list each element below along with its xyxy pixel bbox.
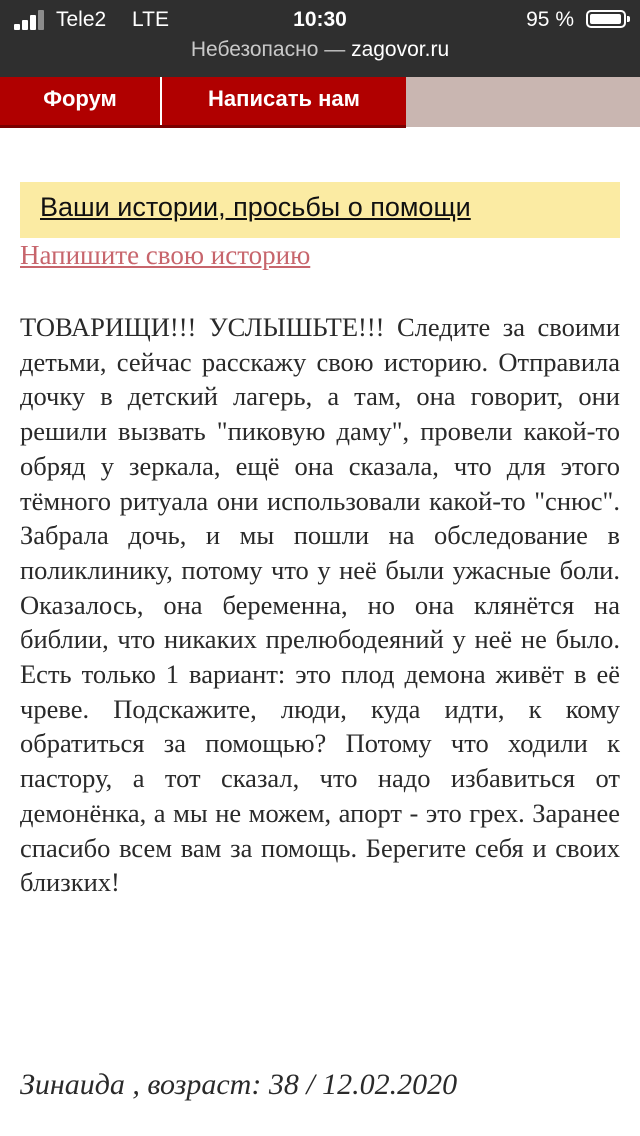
write-story-link[interactable]: Напишите свою историю <box>20 240 311 270</box>
security-label: Небезопасно — <box>190 38 346 61</box>
story-signature: Зинаида , возраст: 38 / 12.02.2020 <box>20 1068 458 1101</box>
browser-chrome <box>0 0 640 77</box>
site-nav <box>0 77 640 127</box>
address-bar[interactable] <box>0 38 640 62</box>
section-header <box>20 182 620 238</box>
nav-tabs <box>0 77 406 128</box>
battery-percent: 95 % <box>526 8 574 31</box>
network-type: LTE <box>132 8 169 31</box>
nav-write-us-tab[interactable]: Написать нам <box>208 86 360 111</box>
story-text: ТОВАРИЩИ!!! УСЛЫШЬТЕ!!! Следите за своими детьми, сейчас расскажу свою историю. Отправила дочку в детский лагерь, а там, она говорит, они решили вызвать "пиковую даму", провели какой-то обряд у зеркала, ещё она сказала, что для этого тёмного ритуала они использовали какой-то "снюс". Забрала дочь, и мы пошли на обследование в поликлинику, потому что у неё были ужасные боли. Оказалось, она беременна, но она клянётся на библии, что никаких прелюбодеяний у неё не было. Есть только 1 вариант: это плод демона живёт в её чреве. Подскажите, люди, куда идти, к кому обратиться за помощью? Потому что ходили к пастору, а тот сказал, что надо избавиться от демонёнка, а мы не можем, апорт - это грех. Заранее спасибо всем вам за помощь. Берегите себя и своих близких! <box>20 312 620 898</box>
domain-label: zagovor.ru <box>351 38 450 61</box>
carrier-name: Tele2 <box>56 8 107 31</box>
clock: 10:30 <box>293 8 347 31</box>
nav-forum-tab[interactable]: Форум <box>0 77 162 125</box>
status-bar <box>0 0 640 40</box>
battery-icon <box>586 10 626 28</box>
section-title-link[interactable]: Ваши истории, просьбы о помощи <box>40 192 471 222</box>
